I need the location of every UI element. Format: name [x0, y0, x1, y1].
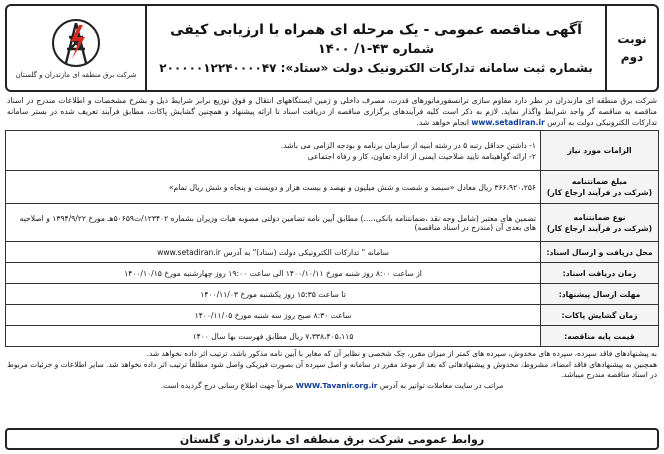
table-row: [6, 326, 659, 347]
receive-place-value: سامانه " تدارکات الکترونیکی دولت (ستاد)" به آدرس www.setadiran.ir: [6, 242, 541, 263]
round-label: نوبت: [617, 32, 647, 46]
guarantee-type-label: [541, 204, 659, 242]
table-row: [6, 305, 659, 326]
table-row: [6, 263, 659, 284]
opening-time-value: ساعت ۸:۳۰ صبح روز سه شنبه مورخ ۱۴۰۰/۱۱/۰۵: [6, 305, 541, 326]
company-logo: [7, 6, 147, 90]
tender-details-table: [5, 130, 659, 347]
guarantee-amount-label: [541, 171, 659, 204]
opening-time-label: زمان گشایش پاکات:: [541, 305, 659, 326]
note-3-suffix: صرفاً جهت اطلاع رسانی درج گردیده است.: [160, 381, 294, 391]
intro-paragraph-2-end: انجام خواهد شد.: [416, 118, 469, 127]
table-row: [6, 284, 659, 305]
tavanir-link[interactable]: WWW.Tavanir.org.ir: [295, 381, 378, 391]
requirements-value: [6, 131, 541, 171]
table-row: [6, 204, 659, 242]
intro-paragraph-1: شرکت برق منطقه ای مازندران در نظر دارد مقاوم سازی ترانسفورماتورهای قدرت، مصرف داخلی و زمین ایستگاههای انتقال و فوق توزیع برابر شرایط ذیل و بشرح مشخصات و اطلاعات مندرج در اسناد مناقصه به مناقصه گر واجد شرایط واگذار نماید.: [7, 96, 657, 116]
intro-text: [5, 92, 659, 130]
tender-number: شماره ۴۳-۱/ ۱۴۰۰: [317, 41, 435, 57]
round-number: دوم: [620, 50, 644, 64]
guarantee-type-label-2: (شرکت در فرآیند ارجاع کار): [546, 223, 653, 233]
guarantee-amount-value: ۳۶۶،۹۲۰،۲۵۶ ریال معادل «سیصد و شصت و شش میلیون و نهصد و بیست هزار و دویست و پنجاه و شش ریال تمام»: [6, 171, 541, 204]
setad-link[interactable]: www.setadiran.ir: [471, 118, 545, 127]
base-price-label: قیمت پایه مناقصه:: [541, 326, 659, 347]
base-price-value: ۷،۳۳۸،۴۰۵،۱۱۵ ریال مطابق فهرست بها سال ۱۴۰۰: [6, 326, 541, 347]
receive-time-label: زمان دریافت اسناد:: [541, 263, 659, 284]
table-row: [6, 242, 659, 263]
power-pylon-logo-icon: [52, 17, 100, 69]
note-2: همچنین به پیشنهادهای فاقد امضاء، مشروط، مخدوش و پیشنهادهائی که بعد از موعد مقرر در سامانه و اصل سپرده آن بصورت فیزیکی واصل شود مطلقاً ترتیب اثر داده نخواهد شد. سایر اطلاعات و جزئیات مربوط در اسناد مناقصه مندرج میباشد.: [7, 359, 657, 380]
notice-header: [5, 4, 659, 92]
table-row: [6, 131, 659, 171]
guarantee-amount-label-2: (شرکت در فرآیند ارجاع کار): [546, 188, 653, 197]
footer-text: روابط عمومی شرکت برق منطقه ای مازندران و گلستان: [179, 432, 485, 446]
notice-title: آگهی مناقصه عمومی - یک مرحله ای همراه با ارزیابی کیفی: [170, 21, 582, 38]
receive-time-value: از ساعت ۸:۰۰ روز شنبه مورخ ۱۴۰۰/۱۰/۱۱ الی ساعت ۱۹:۰۰ روز چهارشنبه مورخ ۱۴۰۰/۱۰/۱۵: [6, 263, 541, 284]
title-block: [147, 6, 605, 90]
setad-registration: بشماره ثبت سامانه تدارکات الکترونیک دولت «ستاد»: ۲۰۰۰۰۰۱۲۲۴۰۰۰۰۴۷: [159, 60, 593, 75]
table-row: [6, 171, 659, 204]
guarantee-type-value: تضمین های معتبر (شامل وجه نقد ،ضمانتنامه بانکی،....) مطابق آیین نامه تضامین دولتی مصوبه هیات وزیران بشماره ۱۲۳۴۰۲/ت۵۰۶۵۹هـ مورخ ۱۳۹۴/۹/۲۲ و اصلاحیه های بعدی آن (مندرج در اسناد مناقصه): [6, 204, 541, 242]
requirement-1: ۱- داشتن حداقل رتبه ۵ در رشته ابنیه از سازمان برنامه و بودجه الزامی می باشد.: [280, 140, 536, 150]
requirement-2: ۲- ارائه گواهینامه تایید صلاحیت ایمنی از اداره تعاون، کار و رفاه اجتماعی: [307, 151, 536, 161]
submit-deadline-label: مهلت ارسال پیشنهاد:: [541, 284, 659, 305]
intro-paragraph-2: لازم به ذکر است کلیه فرآیندهای برگزاری مناقصه از دریافت اسناد تا ارائه پیشنهاد و همچنین گشایش پاکات، مطابق فرآیند تعریف شده در بستر سامانه تدارکات الکترونیکی دولت به آدرس: [7, 107, 657, 127]
note-3-prefix: مراتب در سایت معاملات توانیر به آدرس: [379, 381, 504, 391]
note-1: به پیشنهادهای فاقد سپرده، سپرده های مخدوش، سپرده های کمتر از میزان مقرر، چک شخصی و نظایر آن که مغایر با آیین نامه مذکور باشد، ترتیب اثر داده نخواهد شد.: [146, 349, 657, 358]
notes: [5, 347, 659, 394]
public-relations-footer: [5, 428, 659, 450]
logo-caption: شرکت برق منطقه ای مازندران و گلستان: [15, 71, 137, 79]
receive-place-label: محل دریافت و ارسال اسناد:: [541, 242, 659, 263]
requirements-label: الزامات مورد نیاز: [541, 131, 659, 171]
guarantee-amount-label-1: مبلغ ضمانتنامه: [571, 177, 628, 186]
guarantee-type-label-1: نوع ضمانتنامه: [573, 212, 626, 222]
note-3: [7, 381, 657, 392]
round-indicator: [605, 6, 657, 90]
submit-deadline-value: تا ساعت ۱۵:۳۵ روز یکشنبه مورخ ۱۴۰۰/۱۱/۰۳: [6, 284, 541, 305]
